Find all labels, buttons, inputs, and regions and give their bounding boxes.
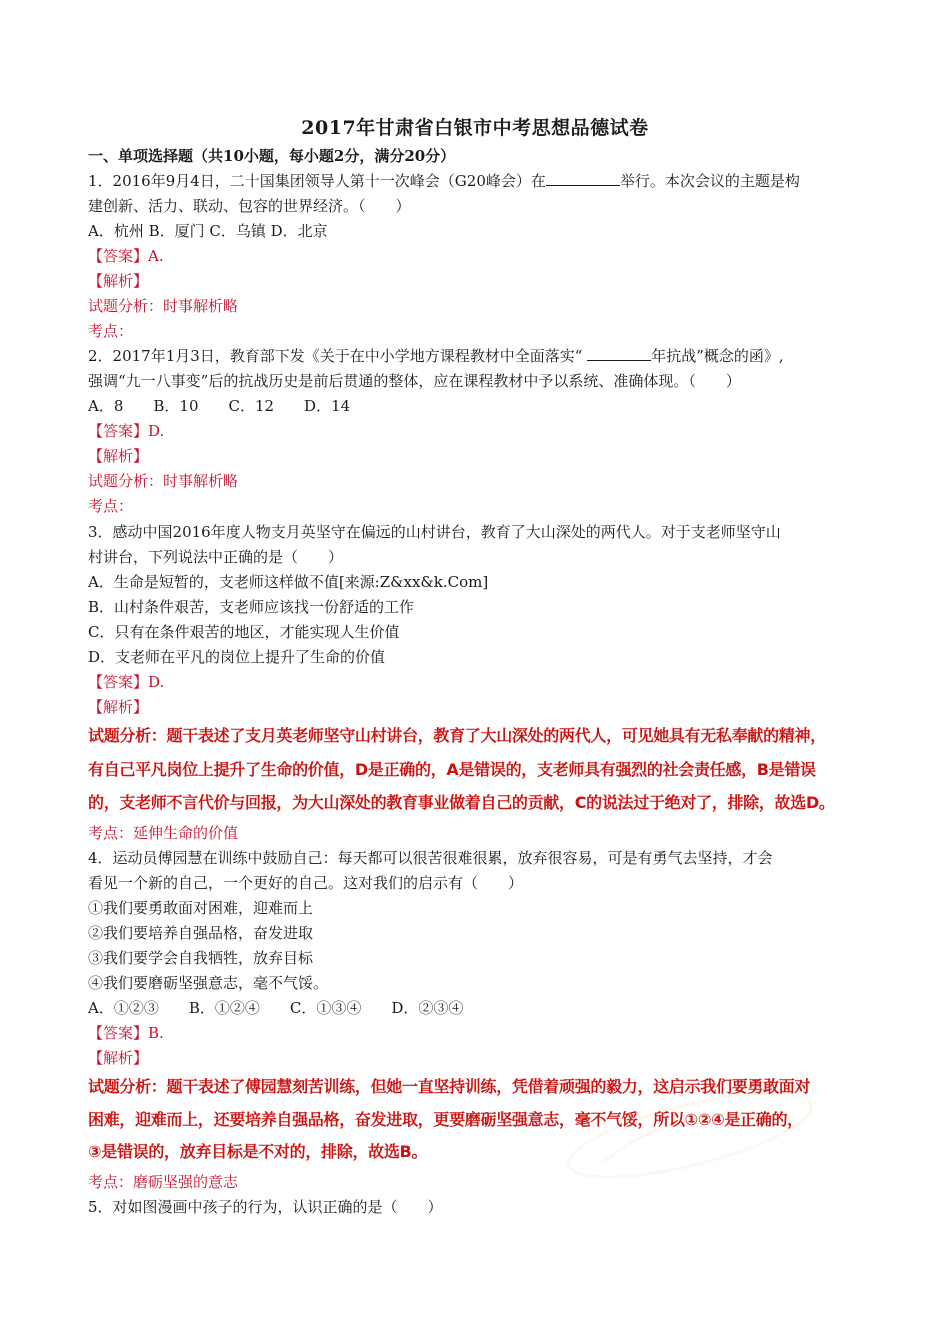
q3-analysis-line-1: 试题分析：题干表述了支月英老师坚守山村讲台，教育了大山深处的两代人，可见她具有无私奉献的精神， bbox=[88, 726, 826, 745]
q2-answer: 【答案】D. bbox=[88, 422, 165, 440]
q4-kaodian: 考点：磨砺坚强的意志 bbox=[88, 1173, 239, 1191]
q4-options: A．①②③ B．①②④ C．①③④ D．②③④ bbox=[88, 999, 464, 1017]
q4-answer: 【答案】B. bbox=[88, 1024, 164, 1042]
q1-stem-line-1: 1．2016年9月4日，二十国集团领导人第十一次峰会（G20峰会）在 举行。本次会议的主题是构 bbox=[88, 172, 800, 190]
q1-analysis-label: 【解析】 bbox=[88, 272, 149, 290]
q4-statement-3: ③我们要学会自我牺牲，放弃目标 bbox=[88, 949, 314, 967]
q4-stem-line-1: 4．运动员傅园慧在训练中鼓励自己：每天都可以很苦很难很累，放弃很容易，可是有勇气去坚持，才会 bbox=[88, 849, 773, 867]
q3-analysis-line-3: 的，支老师不言代价与回报，为大山深处的教育事业做着自己的贡献，C的说法过于绝对了，排除，故选D。 bbox=[88, 793, 835, 812]
q5-stem: 5．对如图漫画中孩子的行为，认识正确的是（ ） bbox=[88, 1198, 443, 1216]
q1-kaodian: 考点： bbox=[88, 322, 134, 340]
q3-stem-line-2: 村讲台，下列说法中正确的是（ ） bbox=[88, 548, 344, 566]
q1-answer: 【答案】A. bbox=[88, 247, 164, 265]
q4-analysis-line-1: 试题分析：题干表述了傅园慧刻苦训练，但她一直坚持训练，凭借着顽强的毅力，这启示我们要勇敢面对 bbox=[88, 1077, 811, 1096]
q3-option-b: B．山村条件艰苦，支老师应该找一份舒适的工作 bbox=[88, 598, 415, 616]
page-title: 2017年甘肃省白银市中考思想品德试卷 bbox=[301, 117, 649, 139]
q4-statement-4: ④我们要磨砺坚强意志，毫不气馁。 bbox=[88, 974, 329, 992]
q4-statement-1: ①我们要勇敢面对困难，迎难而上 bbox=[88, 899, 314, 917]
q2-analysis: 试题分析：时事解析略 bbox=[88, 472, 239, 490]
q2-blank bbox=[587, 346, 651, 361]
q2-analysis-label: 【解析】 bbox=[88, 447, 149, 465]
q3-kaodian: 考点：延伸生命的价值 bbox=[88, 824, 239, 842]
q1-stem-line-2: 建创新、活力、联动、包容的世界经济。（ ） bbox=[88, 197, 411, 215]
section-header: 一、单项选择题（共10小题，每小题2分，满分20分） bbox=[88, 147, 456, 165]
q4-analysis-line-3: ③是错误的，放弃目标是不对的，排除，故选B。 bbox=[88, 1142, 428, 1161]
q4-analysis-label: 【解析】 bbox=[88, 1049, 149, 1067]
q1-analysis: 试题分析：时事解析略 bbox=[88, 297, 239, 315]
q4-analysis-line-2: 困难，迎难而上，还要培养自强品格，奋发进取，更要磨砺坚强意志，毫不气馁，所以①②④是正确的， bbox=[88, 1110, 803, 1129]
q3-option-a: A．生命是短暂的，支老师这样做不值[来源:Z&xx&k.Com] bbox=[88, 573, 489, 591]
q2-stem-line-2: 强调“九一八事变”后的抗战历史是前后贯通的整体，应在课程教材中予以系统、准确体现。（ ） bbox=[88, 372, 741, 390]
q3-stem-line-1: 3．感动中国2016年度人物支月英坚守在偏远的山村讲台，教育了大山深处的两代人。对于支老师坚守山 bbox=[88, 523, 781, 541]
q3-analysis-line-2: 有自己平凡岗位上提升了生命的价值，D是正确的，A是错误的，支老师具有强烈的社会责任感，B是错误 bbox=[88, 760, 816, 779]
q3-option-c: C．只有在条件艰苦的地区，才能实现人生价值 bbox=[88, 623, 400, 641]
q2-kaodian: 考点： bbox=[88, 497, 134, 515]
q2-options: A．8 B．10 C．12 D．14 bbox=[88, 397, 351, 415]
q4-statement-2: ②我们要培养自强品格，奋发进取 bbox=[88, 924, 314, 942]
q1-options: A．杭州 B．厦门 C．乌镇 D．北京 bbox=[88, 222, 328, 240]
q4-stem-line-2: 看见一个新的自己，一个更好的自己。这对我们的启示有（ ） bbox=[88, 874, 524, 892]
q1-blank bbox=[546, 171, 620, 186]
q3-option-d: D．支老师在平凡的岗位上提升了生命的价值 bbox=[88, 648, 386, 666]
q3-analysis-label: 【解析】 bbox=[88, 698, 149, 716]
q3-answer: 【答案】D. bbox=[88, 673, 165, 691]
q2-stem-line-1: 2．2017年1月3日，教育部下发《关于在中小学地方课程教材中全面落实“ 年抗战”概念的函》, bbox=[88, 347, 784, 365]
